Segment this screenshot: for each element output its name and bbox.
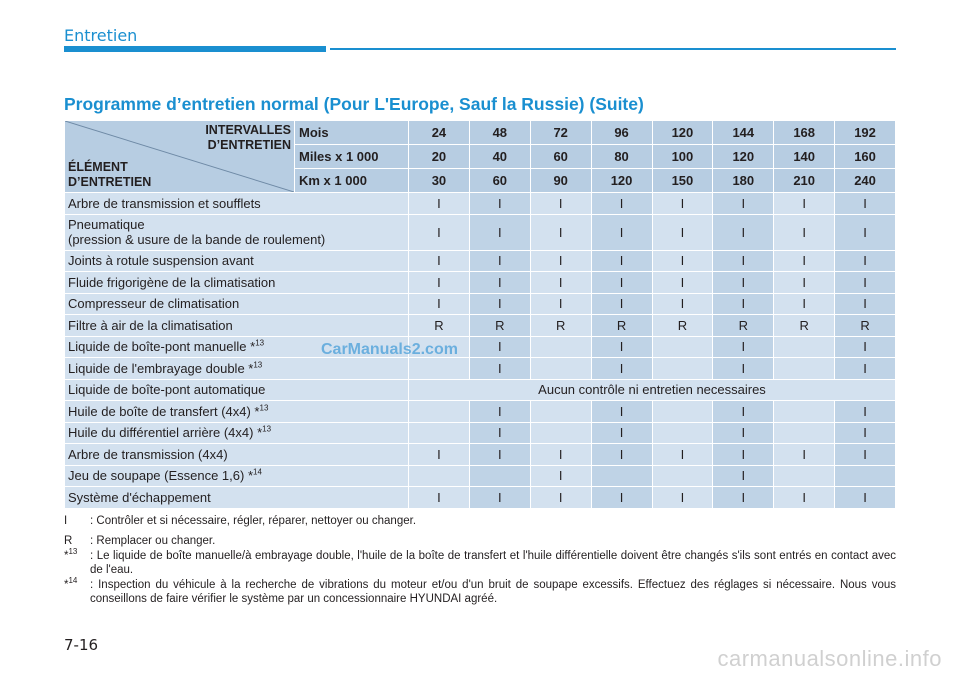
schedule-cell: R (774, 315, 835, 337)
table-row (65, 336, 896, 358)
schedule-cell (409, 401, 470, 423)
corner-element-label: ÉLÉMENT D’ENTRETIEN (68, 160, 152, 189)
schedule-cell: I (713, 401, 774, 423)
schedule-cell (409, 422, 470, 444)
schedule-cell (530, 336, 591, 358)
interval-value: 180 (713, 169, 774, 193)
schedule-cell: I (591, 336, 652, 358)
schedule-cell: I (652, 293, 713, 315)
schedule-cell: I (713, 293, 774, 315)
schedule-cell: I (835, 401, 896, 423)
schedule-cell: I (409, 250, 470, 272)
interval-value: 48 (469, 121, 530, 145)
schedule-cell (591, 465, 652, 487)
schedule-cell (835, 465, 896, 487)
schedule-cell: I (835, 422, 896, 444)
table-row (65, 444, 896, 466)
schedule-cell: I (835, 293, 896, 315)
schedule-cell: I (591, 487, 652, 509)
legend-key: I (64, 515, 68, 527)
schedule-cell (530, 401, 591, 423)
interval-label: Km x 1 000 (295, 169, 409, 193)
no-maintenance-note: Aucun contrôle ni entretien necessaires (409, 379, 896, 401)
interval-value: 210 (774, 169, 835, 193)
page-heading: Programme d’entretien normal (Pour L'Europe, Sauf la Russie) (Suite) (64, 94, 644, 114)
table-row (65, 422, 896, 444)
schedule-cell: I (409, 293, 470, 315)
legend-key: *$^{13}$ (64, 547, 78, 562)
schedule-cell (652, 336, 713, 358)
schedule-cell: R (652, 315, 713, 337)
schedule-cell: I (469, 272, 530, 294)
schedule-cell: I (774, 444, 835, 466)
schedule-cell: R (713, 315, 774, 337)
schedule-cell: R (469, 315, 530, 337)
schedule-cell: I (530, 272, 591, 294)
interval-row-months (65, 121, 896, 145)
interval-value: 120 (652, 121, 713, 145)
schedule-cell (530, 358, 591, 380)
interval-value: 100 (652, 145, 713, 169)
schedule-cell (652, 422, 713, 444)
schedule-cell: I (530, 250, 591, 272)
maintenance-item-name: Arbre de transmission et soufflets (65, 193, 409, 215)
interval-value: 72 (530, 121, 591, 145)
schedule-cell: I (591, 214, 652, 250)
schedule-cell: I (774, 193, 835, 215)
schedule-cell: I (591, 272, 652, 294)
watermark: CarManuals2.com (321, 341, 458, 358)
schedule-cell: I (713, 193, 774, 215)
maintenance-item-name: Pneumatique (pression & usure de la bande de roulement) (65, 214, 409, 250)
legend-key: *$^{14}$ (64, 576, 78, 591)
schedule-cell (774, 336, 835, 358)
interval-value: 20 (409, 145, 470, 169)
corner-intervals-label: INTERVALLES D’ENTRETIEN (205, 123, 291, 152)
schedule-cell: I (713, 444, 774, 466)
table-row (65, 193, 896, 215)
interval-value: 144 (713, 121, 774, 145)
schedule-cell: I (835, 336, 896, 358)
legend-text: : Remplacer ou changer. (90, 535, 216, 547)
table-row (65, 293, 896, 315)
interval-label: Miles x 1 000 (295, 145, 409, 169)
schedule-cell (774, 465, 835, 487)
schedule-cell (530, 422, 591, 444)
interval-value: 96 (591, 121, 652, 145)
schedule-cell: I (530, 214, 591, 250)
interval-value: 140 (774, 145, 835, 169)
table-row (65, 401, 896, 423)
interval-value: 240 (835, 169, 896, 193)
header-rule-thin (330, 48, 896, 50)
schedule-cell: I (591, 444, 652, 466)
schedule-cell: I (469, 401, 530, 423)
schedule-cell: I (713, 358, 774, 380)
interval-value: 192 (835, 121, 896, 145)
site-watermark: carmanualsonline.info (717, 646, 942, 671)
schedule-cell: I (591, 422, 652, 444)
schedule-cell: I (652, 250, 713, 272)
schedule-cell: I (713, 214, 774, 250)
table-row (65, 358, 896, 380)
schedule-cell: I (835, 214, 896, 250)
interval-value: 60 (469, 169, 530, 193)
table-row (65, 272, 896, 294)
schedule-cell (652, 401, 713, 423)
schedule-cell: I (835, 250, 896, 272)
table-row (65, 214, 896, 250)
schedule-cell: I (774, 272, 835, 294)
table-row (65, 465, 896, 487)
schedule-cell: I (835, 444, 896, 466)
schedule-cell: I (530, 487, 591, 509)
legend-note (64, 514, 896, 528)
maintenance-item-name: Huile de boîte de transfert (4x4) *$^{13}$ (65, 401, 409, 423)
maintenance-table (64, 120, 896, 509)
schedule-cell (409, 465, 470, 487)
schedule-cell: I (409, 214, 470, 250)
maintenance-item-name: Système d'échappement (65, 487, 409, 509)
table-corner-header (65, 121, 295, 193)
schedule-cell: I (652, 214, 713, 250)
interval-value: 120 (713, 145, 774, 169)
schedule-cell: I (530, 444, 591, 466)
maintenance-item-name: Arbre de transmission (4x4) (65, 444, 409, 466)
maintenance-item-name: Joints à rotule suspension avant (65, 250, 409, 272)
interval-value: 120 (591, 169, 652, 193)
schedule-cell: I (591, 358, 652, 380)
schedule-cell: R (591, 315, 652, 337)
schedule-cell (652, 465, 713, 487)
schedule-cell: I (469, 422, 530, 444)
interval-value: 80 (591, 145, 652, 169)
schedule-cell: I (835, 487, 896, 509)
schedule-cell: I (774, 214, 835, 250)
schedule-cell: I (652, 272, 713, 294)
schedule-cell: I (530, 465, 591, 487)
schedule-cell: I (713, 336, 774, 358)
legend-note (64, 534, 896, 548)
table-row (65, 315, 896, 337)
interval-value: 60 (530, 145, 591, 169)
schedule-cell: I (774, 293, 835, 315)
notes (64, 514, 896, 607)
maintenance-item-name: Compresseur de climatisation (65, 293, 409, 315)
interval-value: 24 (409, 121, 470, 145)
table-row (65, 379, 896, 401)
schedule-cell: I (530, 193, 591, 215)
schedule-cell: I (713, 272, 774, 294)
interval-value: 30 (409, 169, 470, 193)
schedule-cell: I (835, 193, 896, 215)
schedule-cell: I (713, 465, 774, 487)
schedule-cell: I (835, 272, 896, 294)
maintenance-item-name: Liquide de boîte-pont automatique (65, 379, 409, 401)
schedule-cell (469, 465, 530, 487)
maintenance-item-name: Huile du différentiel arrière (4x4) *$^{13}$ (65, 422, 409, 444)
page-number: 7-16 (64, 636, 99, 654)
legend-text: : Le liquide de boîte manuelle/à embrayage double, l'huile de la boîte de transfert et l'huile différentielle doivent être changés s'ils sont entrés en contact avec de l'eau. (90, 550, 896, 576)
schedule-cell: I (713, 487, 774, 509)
maintenance-item-name: Fluide frigorigène de la climatisation (65, 272, 409, 294)
legend-text: : Inspection du véhicule à la recherche de vibrations du moteur et/ou d'un bruit de soupape excessifs. Effectuez des réglages si nécessaire. Nous vous conseillons de faire vérifier le système par un concessionnaire HYUNDAI agréé. (90, 579, 896, 605)
section-title: Entretien (64, 26, 138, 45)
schedule-cell: R (409, 315, 470, 337)
schedule-cell: R (835, 315, 896, 337)
schedule-cell: I (774, 487, 835, 509)
interval-label: Mois (295, 121, 409, 145)
schedule-cell: I (652, 193, 713, 215)
schedule-cell: I (591, 293, 652, 315)
table-row (65, 250, 896, 272)
maintenance-item-name: Filtre à air de la climatisation (65, 315, 409, 337)
interval-value: 168 (774, 121, 835, 145)
schedule-cell: I (469, 358, 530, 380)
schedule-cell: I (409, 193, 470, 215)
legend-note (64, 549, 896, 577)
schedule-cell: I (409, 487, 470, 509)
schedule-cell: I (652, 444, 713, 466)
schedule-cell (774, 422, 835, 444)
interval-value: 160 (835, 145, 896, 169)
schedule-cell: I (469, 293, 530, 315)
schedule-cell: I (591, 401, 652, 423)
schedule-cell: I (469, 214, 530, 250)
maintenance-item-name: Liquide de boîte-pont manuelle *$^{13}$ (65, 336, 409, 358)
schedule-cell: I (530, 293, 591, 315)
schedule-cell: I (469, 193, 530, 215)
table-row (65, 487, 896, 509)
legend-key: R (64, 535, 73, 547)
legend-note (64, 578, 896, 606)
schedule-cell: I (409, 272, 470, 294)
schedule-cell: I (591, 193, 652, 215)
schedule-cell: I (469, 336, 530, 358)
schedule-cell (774, 401, 835, 423)
schedule-cell: I (409, 444, 470, 466)
interval-value: 90 (530, 169, 591, 193)
schedule-cell: I (469, 444, 530, 466)
schedule-cell: I (774, 250, 835, 272)
schedule-cell: I (591, 250, 652, 272)
maintenance-item-name: Jeu de soupape (Essence 1,6) *$^{14}$ (65, 465, 409, 487)
schedule-cell: I (835, 358, 896, 380)
schedule-cell: R (530, 315, 591, 337)
maintenance-item-name: Liquide de l'embrayage double *$^{13}$ (65, 358, 409, 380)
schedule-cell: I (469, 250, 530, 272)
schedule-cell (774, 358, 835, 380)
schedule-cell: I (713, 422, 774, 444)
interval-value: 150 (652, 169, 713, 193)
interval-value: 40 (469, 145, 530, 169)
legend-text: : Contrôler et si nécessaire, régler, réparer, nettoyer ou changer. (90, 515, 417, 527)
schedule-cell (409, 358, 470, 380)
schedule-cell: I (469, 487, 530, 509)
schedule-cell (652, 358, 713, 380)
schedule-cell: I (652, 487, 713, 509)
header-rule-thick (64, 46, 326, 52)
schedule-cell: I (713, 250, 774, 272)
